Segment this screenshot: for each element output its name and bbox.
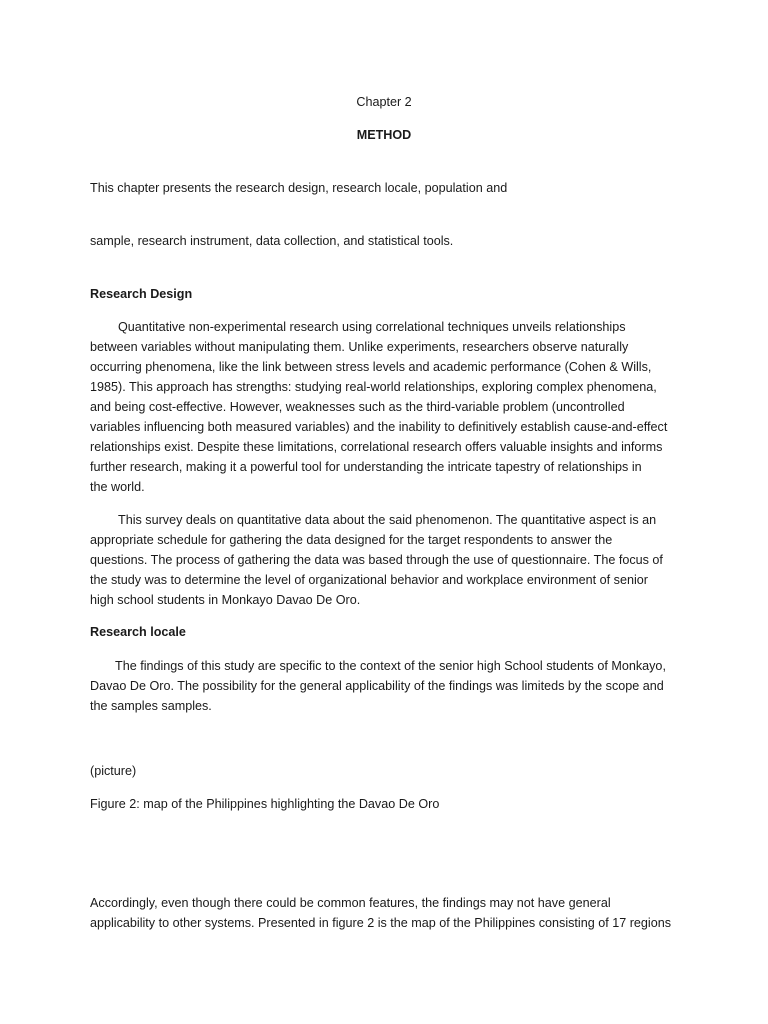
paragraph-line: variables influencing both measured variables) and the inability to definitively establish cause-and-effect — [90, 420, 668, 434]
paragraph-line: This survey deals on quantitative data about the said phenomenon. The quantitative aspect is an — [118, 513, 657, 527]
chapter-title: METHOD — [356, 128, 412, 142]
paragraph-line: Davao De Oro. The possibility for the general applicability of the findings was limiteds by the scope and — [90, 679, 664, 693]
intro-line-1: This chapter presents the research design, research locale, population and — [90, 181, 508, 195]
paragraph-line: high school students in Monkayo Davao De Oro. — [90, 593, 361, 607]
research-locale-paragraph-1 — [90, 656, 680, 716]
paragraph-line: the samples samples. — [90, 699, 212, 713]
figure-caption: Figure 2: map of the Philippines highlighting the Davao De Oro — [90, 797, 440, 811]
paragraph-line: Quantitative non-experimental research using correlational techniques unveils relationships — [118, 320, 626, 334]
paragraph-line: Accordingly, even though there could be common features, the findings may not have general — [90, 896, 611, 910]
picture-placeholder: (picture) — [90, 764, 137, 778]
paragraph-line: applicability to other systems. Presented in figure 2 is the map of the Philippines consisting of 17 regions — [90, 916, 672, 930]
intro-line-2: sample, research instrument, data collection, and statistical tools. — [90, 234, 454, 248]
paragraph-line: 1985). This approach has strengths: studying real-world relationships, exploring complex phenomena, — [90, 380, 657, 394]
research-design-paragraph-1 — [90, 317, 680, 497]
paragraph-line: the study was to determine the level of organizational behavior and workplace environment of senior — [90, 573, 648, 587]
paragraph-line: the world. — [90, 480, 145, 494]
research-locale-heading: Research locale — [90, 625, 186, 639]
paragraph-line: questions. The process of gathering the data was based through the use of questionnaire. The focus of — [90, 553, 663, 567]
paragraph-line: and being cost-effective. However, weaknesses such as the third-variable problem (uncontrolled — [90, 400, 625, 414]
paragraph-line: The findings of this study are specific to the context of the senior high School students of Monkayo, — [115, 659, 666, 673]
research-design-paragraph-2 — [90, 510, 680, 610]
chapter-label: Chapter 2 — [356, 95, 412, 109]
research-locale-paragraph-2 — [90, 893, 680, 933]
paragraph-line: relationships exist. Despite these limitations, correlational research offers valuable insights and informs — [90, 440, 663, 454]
research-design-heading: Research Design — [90, 287, 193, 301]
paragraph-line: between variables without manipulating them. Unlike experiments, researchers observe naturally — [90, 340, 629, 354]
paragraph-line: appropriate schedule for gathering the data designed for the target respondents to answer the — [90, 533, 613, 547]
paragraph-line: further research, making it a powerful tool for understanding the intricate tapestry of relationships in — [90, 460, 642, 474]
paragraph-line: occurring phenomena, like the link between stress levels and academic performance (Cohen & Wills, — [90, 360, 652, 374]
